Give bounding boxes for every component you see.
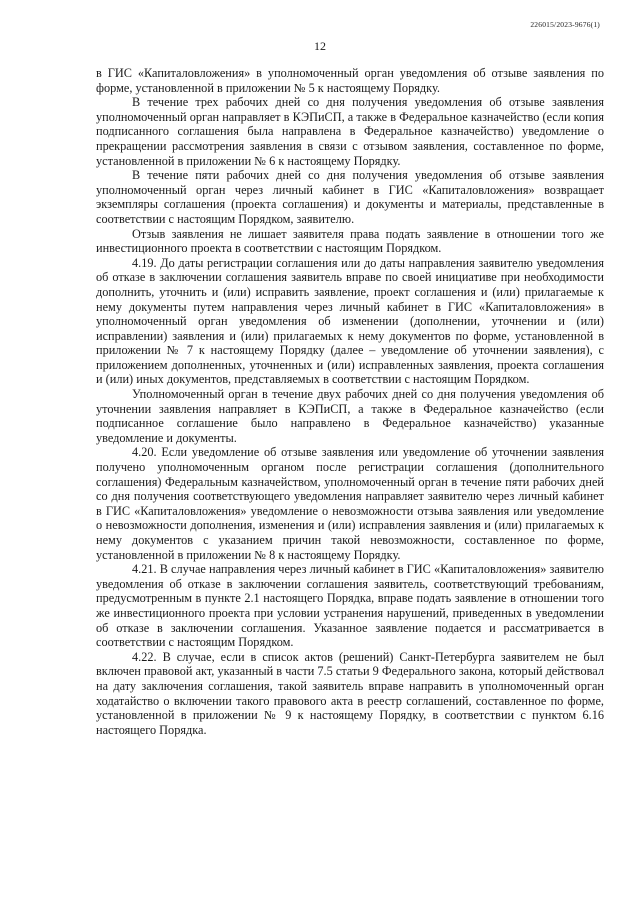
paragraph-continuation: в ГИС «Капиталовложения» в уполномоченный орган уведомления об отзыве заявления по форме, установленной в приложении № 5 к настоящему Порядку.: [96, 66, 604, 95]
paragraph: В течение пяти рабочих дней со дня получения уведомления об отзыве заявления уполномоченный орган через личный кабинет в ГИС «Капиталовложения» возвращает экземпляры соглашения (проекта соглашения) и документы и материалы, представленные в соответствии с настоящим Порядком, заявителю.: [96, 168, 604, 226]
paragraph-4-20: 4.20. Если уведомление об отзыве заявления или уведомление об уточнении заявления получено уполномоченным органом после регистрации соглашения (дополнительного соглашения) Федеральным казначейством, уполномоченный орган в течение пяти рабочих дней со дня получения соответствующего уведомления направляет заявителю через личный кабинет в ГИС «Капиталовложения» уведомление о невозможности отзыва заявления или уведомление о невозможности дополнения, изменения и (или) исправления заявления и (или) прилагаемых к нему документов с указанием причин такой невозможности, составленное по форме, установленной в приложении № 8 к настоящему Порядку.: [96, 445, 604, 562]
document-number: 226015/2023-9676(1): [530, 20, 600, 29]
paragraph: Отзыв заявления не лишает заявителя права подать заявление в отношении того же инвестиционного проекта в соответствии с настоящим Порядком.: [96, 226, 604, 256]
paragraph: Уполномоченный орган в течение двух рабочих дней со дня получения уведомления об уточнении заявления направляет в КЭПиСП, а также в Федеральное казначейство (если подписанное соглашение было направлено в Федеральное казначейство) указанные уведомление и документы.: [96, 387, 604, 445]
paragraph: В течение трех рабочих дней со дня получения уведомления об отзыве заявления уполномоченный орган направляет в КЭПиСП, а также в Федеральное казначейство (если копия подписанного соглашения была направлена в Федеральное казначейство) уведомление о прекращении рассмотрения заявления в связи с отзывом заявления, составленное по форме, установленной в приложении № 6 к настоящему Порядку.: [96, 95, 604, 168]
paragraph-4-19: 4.19. До даты регистрации соглашения или до даты направления заявителю уведомления об отказе в заключении соглашения заявитель вправе по своей инициативе при необходимости дополнить, уточнить и (или) исправить заявление, проект соглашения и (или) прилагаемые к нему документы путем направления через личный кабинет в ГИС «Капиталовложения» в уполномоченный орган уведомления об изменении (дополнении, уточнении и (или) исправлении) заявления и (или) прилагаемых к нему документов по форме, установленной в приложении № 7 к настоящему Порядку (далее – уведомление об уточнении заявления), с приложением дополненных, уточненных и (или) исправленных заявления, проекта соглашения и (или) иных документов, представляемых в соответствии с настоящим Порядком.: [96, 255, 604, 387]
page-number: 12: [314, 39, 326, 53]
paragraph-4-22: 4.22. В случае, если в список актов (решений) Санкт-Петербурга заявителем не был включен правовой акт, указанный в части 7.5 статьи 9 Федерального закона, который действовал на дату заключения соглашения, такой заявитель вправе направить в уполномоченный орган ходатайство о включении такого правового акта в реестр соглашений, составленное по форме, установленной в приложении № 9 к настоящему Порядку, в соответствии с пунктом 6.16 настоящего Порядка.: [96, 649, 604, 737]
paragraph-4-21: 4.21. В случае направления через личный кабинет в ГИС «Капиталовложения» заявителю уведомления об отказе в заключении соглашения заявитель, соответствующий требованиям, предусмотренным в пункте 2.1 настоящего Порядка, вправе подать заявление в отношении того же инвестиционного проекта при условии устранения нарушений, приведенных в уведомлении об отказе в заключении соглашения. Указанное заявление подается и рассматривается в соответствии с настоящим Порядком.: [96, 562, 604, 650]
document-body: [96, 66, 604, 737]
